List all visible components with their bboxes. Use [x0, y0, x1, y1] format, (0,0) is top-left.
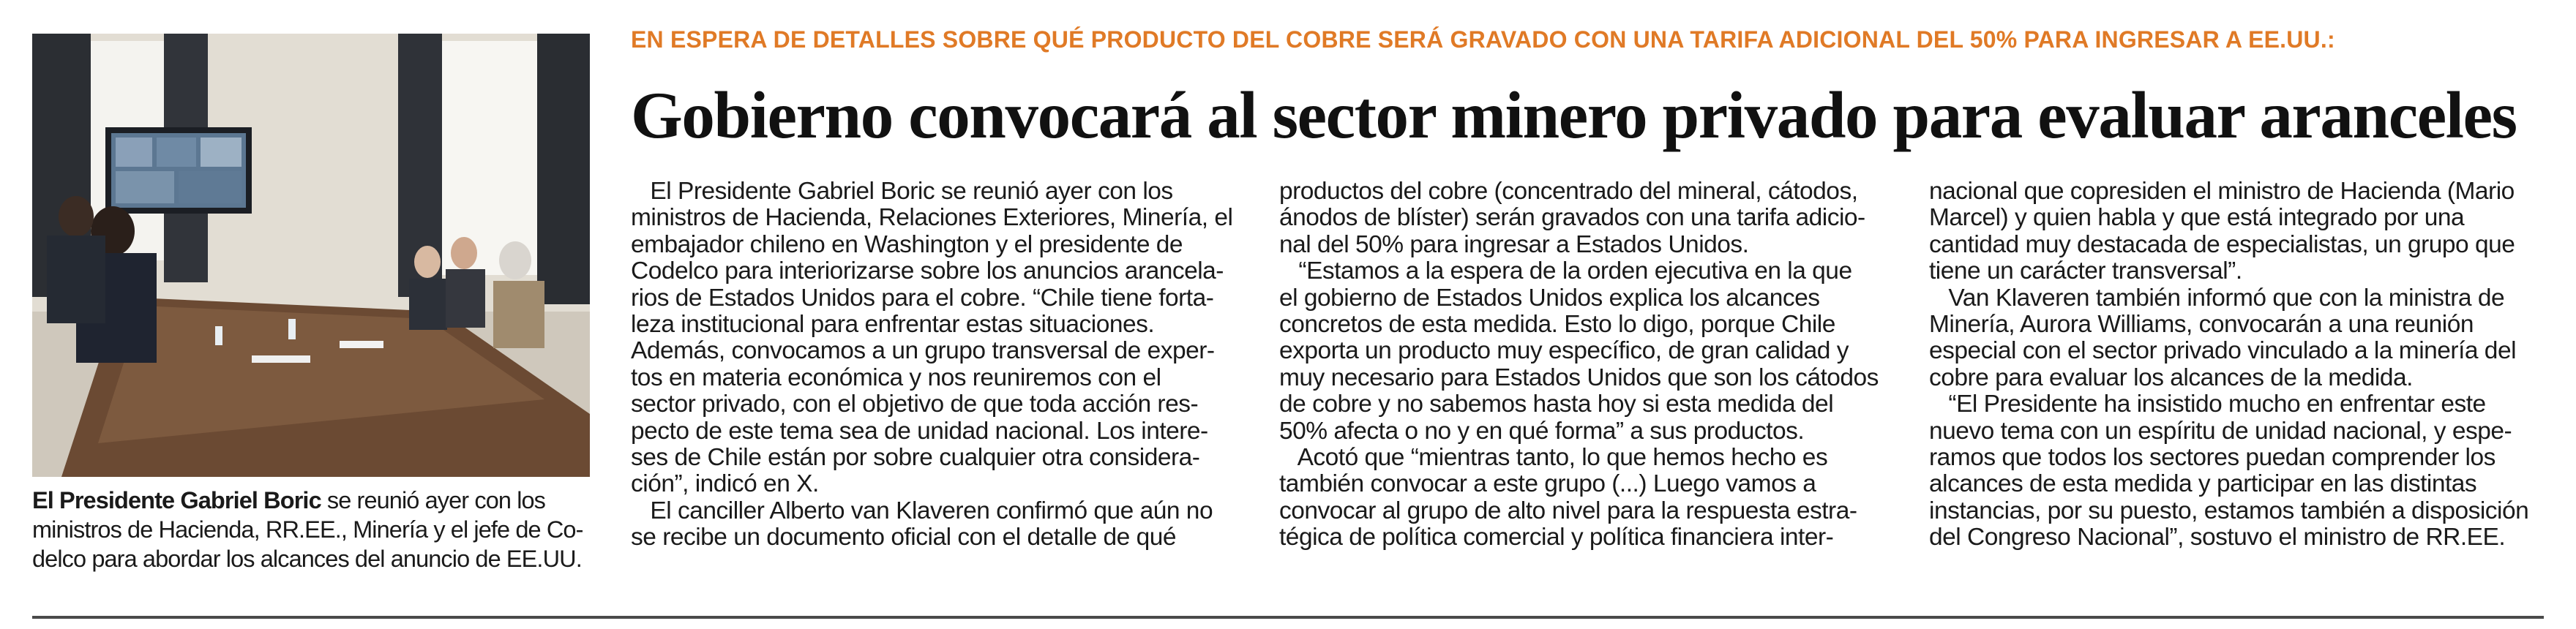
article-line: exporta un producto muy específico, de gran calidad y [1279, 337, 1849, 365]
article-line: sector privado, con el objetivo de que toda acción res- [631, 391, 1199, 418]
article-line: del Congreso Nacional”, sostuvo el ministro de RR.EE. [1929, 524, 2506, 551]
article-line: El canciller Alberto van Klaveren confirmó que aún no [631, 497, 1213, 524]
article-line: El Presidente Gabriel Boric se reunió ayer con los [631, 178, 1173, 205]
article-line: especial con el sector privado vinculado a la minería del [1929, 337, 2517, 365]
article-line: nal del 50% para ingresar a Estados Unidos. [1279, 230, 1749, 258]
article-column-2 [1279, 178, 1890, 551]
article-line: Acotó que “mientras tanto, lo que hemos hecho es [1279, 443, 1828, 471]
article-line: “El Presidente ha insistido mucho en enfrentar este [1929, 391, 2486, 418]
article-line: Van Klaveren también informó que con la ministra de [1929, 284, 2505, 312]
article-line: leza institucional para enfrentar estas situaciones. [631, 310, 1155, 338]
article-line: “Estamos a la espera de la orden ejecutiva en la que [1279, 257, 1852, 285]
article-line: ción”, indicó en X. [631, 470, 819, 498]
article-line: también convocar a este grupo (...) Luego vamos a [1279, 470, 1816, 498]
article-line: Marcel) y quien habla y que está integrado por una [1929, 204, 2465, 232]
caption-line-2: ministros de Hacienda, RR.EE., Minería y el jefe de Co- [32, 516, 583, 543]
article-line: cobre para evaluar los alcances de la medida. [1929, 364, 2413, 391]
article-column-3 [1929, 178, 2539, 551]
article-line: tos en materia económica y nos reuniremos con el [631, 364, 1161, 391]
article-line: instancias, por su puesto, estamos también a disposición [1929, 497, 2529, 524]
article-line: muy necesario para Estados Unidos que son los cátodos [1279, 364, 1879, 391]
article-line: tiene un carácter transversal”. [1929, 257, 2242, 285]
article-line: ses de Chile están por sobre cualquier otra considera- [631, 443, 1200, 471]
article-line: rios de Estados Unidos para el cobre. “Chile tiene forta- [631, 284, 1214, 312]
bottom-rule [32, 616, 2544, 619]
article-line: ramos que todos los sectores puedan comprender los [1929, 443, 2496, 471]
article-line: ánodos de blíster) serán gravados con una tarifa adicio- [1279, 204, 1865, 232]
article-line: cantidad muy destacada de especialistas, un grupo que [1929, 230, 2515, 258]
article-line: de cobre y no sabemos hasta hoy si esta medida del [1279, 391, 1834, 418]
meeting-photo [32, 34, 590, 477]
article-line: productos del cobre (concentrado del mineral, cátodos, [1279, 178, 1858, 205]
article-line: convocar al grupo de alto nivel para la respuesta estra- [1279, 497, 1857, 524]
article-line: alcances de esta medida y participar en las distintas [1929, 470, 2477, 498]
article-line: se recibe un documento oficial con el detalle de qué [631, 524, 1177, 551]
article-line: Codelco para interiorizarse sobre los anuncios arancela- [631, 257, 1224, 285]
article-line: el gobierno de Estados Unidos explica los alcances [1279, 284, 1820, 312]
article-line: 50% afecta o no y en qué forma” a sus productos. [1279, 417, 1805, 445]
kicker-line: EN ESPERA DE DETALLES SOBRE QUÉ PRODUCTO DEL COBRE SERÁ GRAVADO CON UNA TARIFA ADICIONAL DEL 50% PARA INGRESAR A EE.UU.: [631, 26, 2335, 53]
article-column-1 [631, 178, 1241, 551]
caption-line-3: delco para abordar los alcances del anuncio de EE.UU. [32, 546, 582, 572]
article-line: nacional que copresiden el ministro de Hacienda (Mario [1929, 178, 2515, 205]
article-line: concretos de esta medida. Esto lo digo, porque Chile [1279, 310, 1835, 338]
article-line: Minería, Aurora Williams, convocarán a una reunión [1929, 310, 2474, 338]
article-line: embajador chileno en Washington y el presidente de [631, 230, 1183, 258]
article-line: nuevo tema con un espíritu de unidad nacional, y espe- [1929, 417, 2512, 445]
article-line: tégica de política comercial y política financiera inter- [1279, 524, 1834, 551]
headline: Gobierno convocará al sector minero privado para evaluar aranceles [631, 78, 2517, 152]
photo-caption [32, 486, 596, 573]
article-line: Además, convocamos a un grupo transversal de exper- [631, 337, 1215, 365]
article-line: ministros de Hacienda, Relaciones Exteriores, Minería, el [631, 204, 1233, 232]
caption-line-1: se reunió ayer con los [321, 487, 546, 513]
article-line: pecto de este tema sea de unidad nacional. Los intere- [631, 417, 1208, 445]
caption-bold-lead: El Presidente Gabriel Boric [32, 487, 321, 513]
